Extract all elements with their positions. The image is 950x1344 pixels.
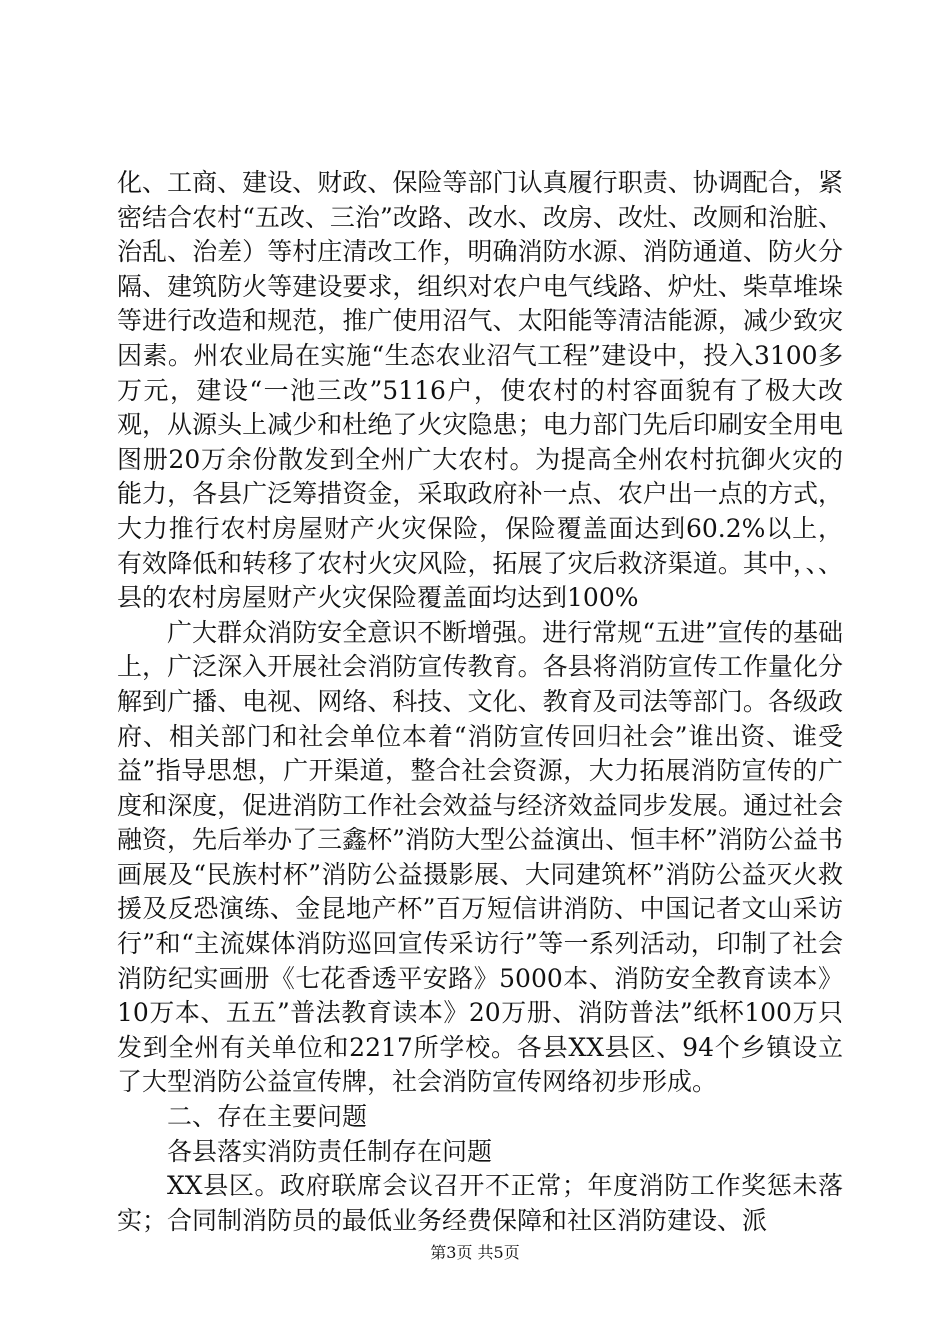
document-body bbox=[117, 166, 843, 1238]
subheading-responsibility-problems: 各县落实消防责任制存在问题 bbox=[167, 1136, 493, 1166]
paragraph-fire-safety-awareness: 广大群众消防安全意识不断增强。进行常规“五进”宣传的基础上，广泛深入开展社会消防宣传教育。各县将消防宣传工作量化分解到广播、电视、网络、科技、文化、教育及司法等部门。各级政府、相关部门和社会单位本着“消防宣传回归社会”谁出资、谁受益”指导思想，广开渠道，整合社会资源，大力拓展消防宣传的广度和深度，促进消防工作社会效益与经济效益同步发展。通过社会融资，先后举办了三鑫杯”消防大型公益演出、恒丰杯”消防公益书画展及“民族村杯”消防公益摄影展、大同建筑杯”消防公益灭火救援及反恐演练、金昆地产杯”百万短信讲消防、中国记者文山采访行”和“主流媒体消防巡回宣传采访行”等一系列活动，印制了社会消防纪实画册《七花香透平安路》5000本、消防安全教育读本》10万本、五五”普法教育读本》20万册、消防普法”纸杯100万只发到全州有关单位和2217所学校。各县XX县区、94个乡镇设立了大型消防公益宣传牌，社会消防宣传网络初步形成。 bbox=[117, 617, 843, 1097]
section-heading-main-problems: 二、存在主要问题 bbox=[167, 1102, 368, 1132]
paragraph-county-issues: XX县区。政府联席会议召开不正常；年度消防工作奖惩未落实；合同制消防员的最低业务经费保障和社区消防建设、派 bbox=[117, 1171, 843, 1235]
page-number-label: 第3页 共5页 bbox=[430, 1243, 520, 1262]
page-footer bbox=[0, 1243, 950, 1263]
paragraph-rural-fire-prevention: 化、工商、建设、财政、保险等部门认真履行职责、协调配合，紧密结合农村“五改、三治”改路、改水、改房、改灶、改厕和治脏、治乱、治差）等村庄清改工作，明确消防水源、消防通道、防火分隔、建筑防火等建设要求，组织对农户电气线路、炉灶、柴草堆垛等进行改造和规范，推广使用沼气、太阳能等清洁能源，减少致灾因素。州农业局在实施“生态农业沼气工程”建设中，投入3100多万元，建设“一池三改”5116户，使农村的村容面貌有了极大改观，从源头上减少和杜绝了火灾隐患；电力部门先后印刷安全用电图册20万余份散发到全州广大农村。为提高全州农村抗御火灾的能力，各县广泛筹措资金，采取政府补一点、农户出一点的方式，大力推行农村房屋财产火灾保险，保险覆盖面达到60.2%以上，有效降低和转移了农村火灾风险，拓展了灾后救济渠道。其中，、、县的农村房屋财产火灾保险覆盖面均达到100% bbox=[117, 168, 843, 613]
